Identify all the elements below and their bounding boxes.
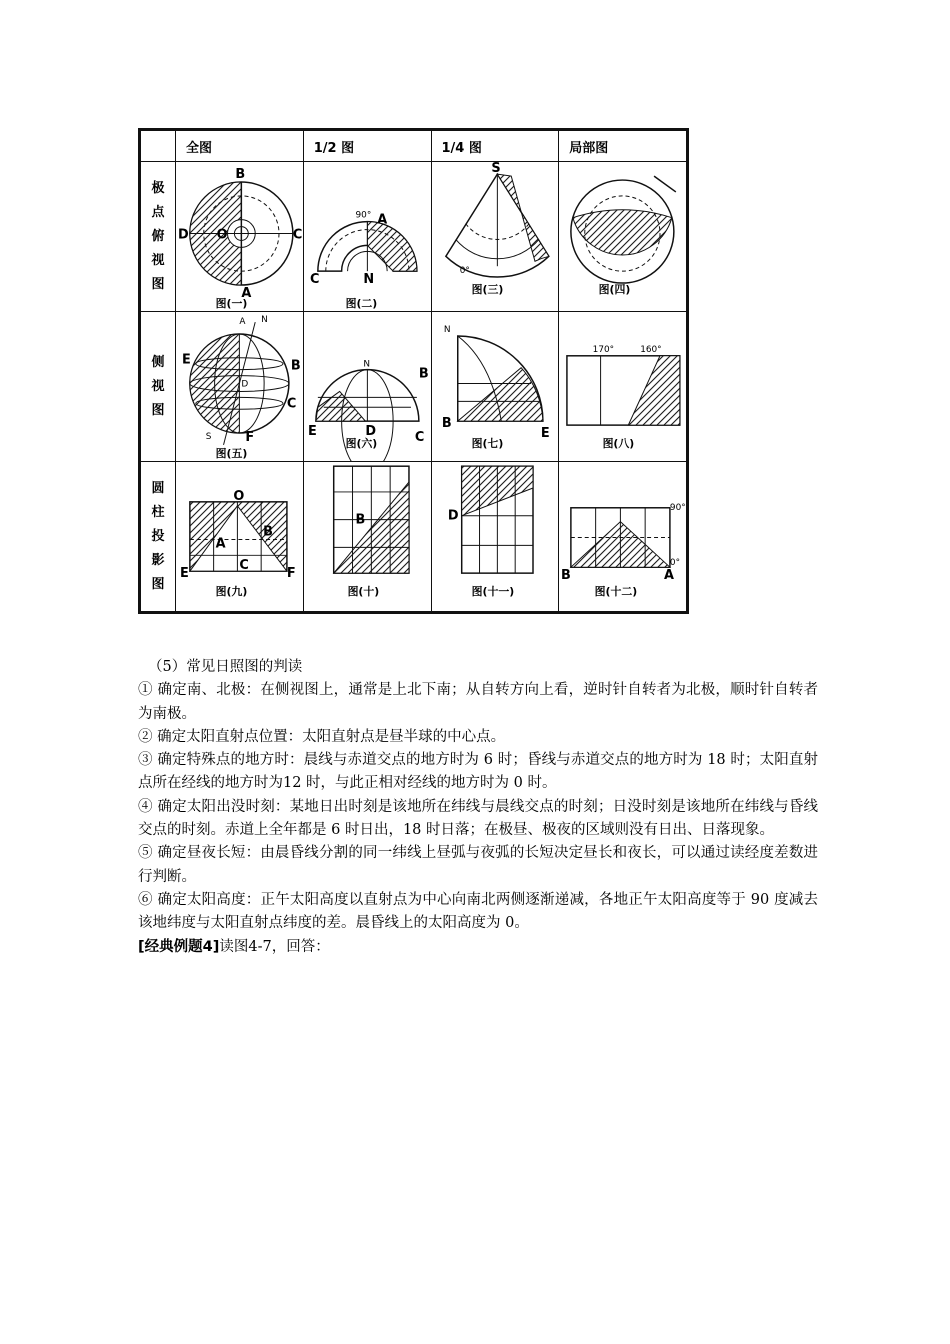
figure-1 <box>176 162 304 312</box>
col-header-partial: 局部图 <box>559 131 687 162</box>
figure-3-caption: 图(三) <box>471 282 503 296</box>
paragraph-2: ② 确定太阳直射点位置：太阳直射点是昼半球的中心点。 <box>138 728 506 745</box>
svg-text:D: D <box>177 227 189 243</box>
svg-text:B: B <box>418 366 429 382</box>
col-header-full: 全图 <box>176 131 304 162</box>
figure-11 <box>431 462 559 612</box>
svg-text:F: F <box>245 429 255 445</box>
svg-text:C: C <box>414 429 425 445</box>
svg-text:B: B <box>235 167 246 183</box>
figure-6-caption: 图(六) <box>345 436 378 450</box>
svg-text:E: E <box>179 566 189 582</box>
svg-text:C: C <box>309 272 320 288</box>
svg-text:B: B <box>441 416 452 432</box>
svg-text:S: S <box>490 162 501 177</box>
svg-text:B: B <box>355 512 366 528</box>
figure-9 <box>176 462 304 612</box>
svg-text:A: A <box>239 317 246 328</box>
figure-8-caption: 图(八) <box>602 436 635 450</box>
svg-text:N: N <box>443 325 451 336</box>
svg-text:D: D <box>241 379 249 390</box>
svg-text:A: A <box>215 536 226 552</box>
svg-text:90°: 90° <box>355 210 372 221</box>
svg-text:0°: 0° <box>459 266 470 277</box>
svg-text:B: B <box>561 568 572 584</box>
svg-text:D: D <box>365 424 376 440</box>
section-heading: （5）常见日照图的判读 <box>148 659 303 675</box>
figure-2 <box>303 162 431 312</box>
svg-text:A: A <box>664 568 675 584</box>
svg-text:C: C <box>292 227 303 243</box>
svg-text:90°: 90° <box>670 502 686 513</box>
figure-7 <box>431 312 559 462</box>
col-header-half: 1/2 图 <box>303 131 431 162</box>
svg-text:160°: 160° <box>640 344 662 355</box>
figure-9-caption: 图(九) <box>215 584 248 598</box>
row-label-side: 侧 视 图 <box>141 312 176 462</box>
paragraph-6: ⑥ 确定太阳高度：正午太阳高度以直射点为中心向南北两侧逐渐递减，各地正午太阳高度等于 90 度减去该地纬度与太阳直射点纬度的差。晨昏线上的太阳高度为 0。 <box>138 891 818 932</box>
figure-10-caption: 图(十) <box>347 584 380 598</box>
paragraph-1: ① 确定南、北极：在侧视图上，通常是上北下南；从自转方向上看，逆时针自转者为北极，顺时针自转者为南极。 <box>138 682 818 722</box>
illumination-diagram-table <box>138 128 689 614</box>
svg-text:N: N <box>363 272 374 288</box>
svg-text:0°: 0° <box>670 558 681 569</box>
figure-10 <box>303 462 431 612</box>
figure-6 <box>303 312 431 462</box>
figure-12 <box>559 462 687 612</box>
figure-8 <box>559 312 687 462</box>
figure-4-caption: 图(四) <box>598 282 631 296</box>
figure-4 <box>559 162 687 312</box>
example-line <box>138 936 818 959</box>
figure-12-caption: 图(十二) <box>594 584 638 598</box>
svg-text:E: E <box>307 424 317 440</box>
svg-text:C: C <box>286 396 297 412</box>
svg-text:B: B <box>290 358 301 374</box>
svg-text:S: S <box>205 431 212 442</box>
svg-text:A: A <box>241 285 252 301</box>
svg-text:N: N <box>363 359 370 370</box>
svg-text:D: D <box>447 508 459 524</box>
example-label: [经典例题4] <box>138 938 220 955</box>
svg-text:O: O <box>216 227 228 243</box>
paragraph-4: ④ 确定太阳出没时刻：某地日出时刻是该地所在纬线与晨线交点的时刻；日没时刻是该地所在纬线与昏线交点的时刻。赤道上全年都是 6 时日出，18 时日落；在极昼、极夜的区域则没有日出、日落现象。 <box>138 798 818 839</box>
figure-5-caption: 图(五) <box>215 446 248 460</box>
svg-text:F: F <box>286 566 296 582</box>
svg-text:N: N <box>261 315 268 326</box>
svg-text:B: B <box>263 524 273 540</box>
example-text: 读图4-7，回答： <box>219 938 330 955</box>
svg-text:E: E <box>540 426 550 442</box>
figure-3 <box>431 162 559 312</box>
body-text <box>138 656 818 959</box>
corner-cell <box>141 131 176 162</box>
row-label-cylindrical: 圆 柱 投 影 图 <box>141 462 176 612</box>
figure-11-caption: 图(十一) <box>471 584 514 598</box>
figure-5 <box>176 312 304 462</box>
svg-text:170°: 170° <box>592 344 615 355</box>
svg-text:C: C <box>239 558 249 574</box>
svg-text:A: A <box>377 212 387 228</box>
figure-7-caption: 图(七) <box>471 436 503 450</box>
row-label-polar: 极 点 俯 视 图 <box>141 162 176 312</box>
paragraph-3: ③ 确定特殊点的地方时：晨线与赤道交点的地方时为 6 时；昏线与赤道交点的地方时为 18 时；太阳直射点所在经线的地方时为12 时，与此正相对经线的地方时为 0 时。 <box>138 752 818 792</box>
figure-1-caption: 图(一) <box>215 296 248 310</box>
svg-text:E: E <box>181 352 191 368</box>
figure-2-caption: 图(二) <box>345 296 378 310</box>
svg-text:O: O <box>233 488 245 504</box>
col-header-quarter: 1/4 图 <box>431 131 559 162</box>
paragraph-5: ⑤ 确定昼夜长短：由晨昏线分割的同一纬线上昼弧与夜弧的长短决定昼长和夜长，可以通过读经度差数进行判断。 <box>138 845 818 885</box>
